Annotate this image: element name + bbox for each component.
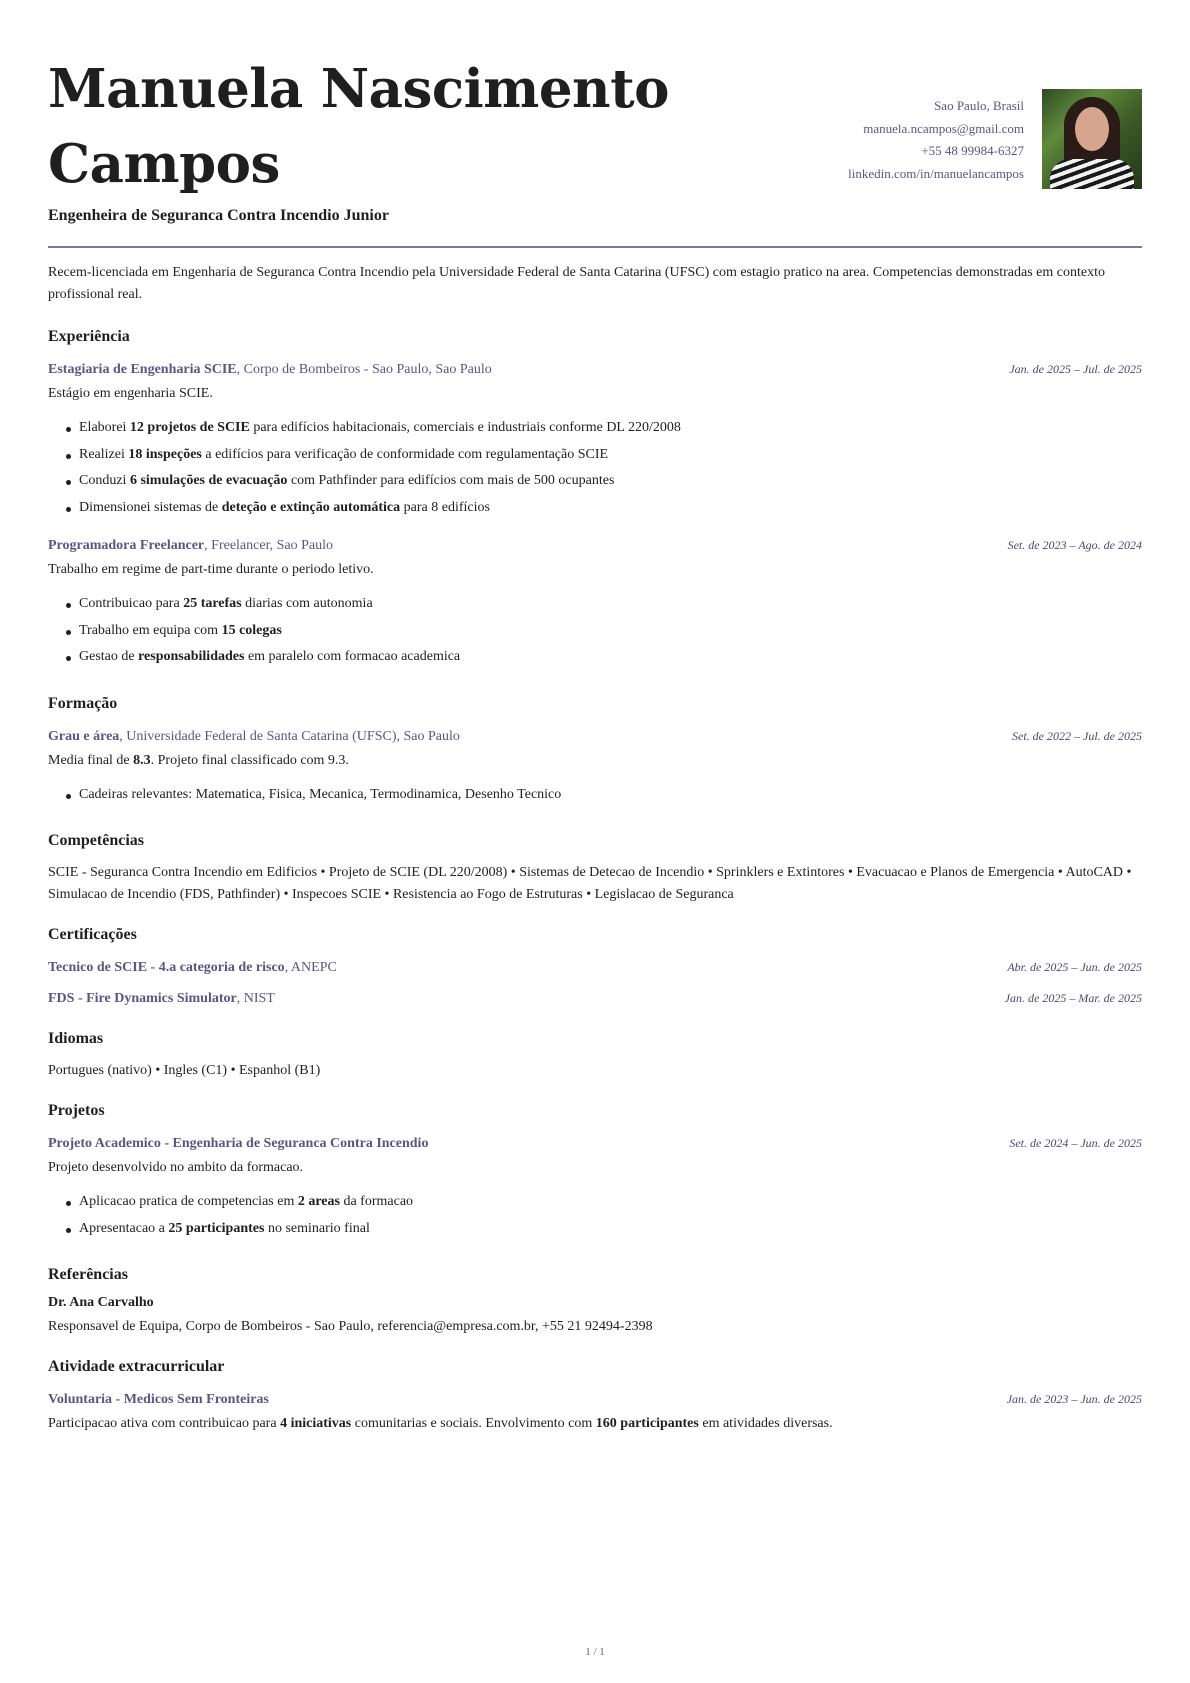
entry-org: , ANEPC bbox=[284, 960, 337, 975]
education-entry bbox=[48, 725, 1142, 809]
bullet-item: Apresentacao a 25 participantes no seminario final bbox=[79, 1216, 1142, 1243]
candidate-name: Manuela Nascimento Campos bbox=[48, 58, 669, 195]
project-entry bbox=[48, 1132, 1142, 1242]
candidate-title: Engenheira de Seguranca Contra Incendio Junior bbox=[48, 207, 389, 224]
skills-list: SCIE - Seguranca Contra Incendio em Edificios • Projeto de SCIE (DL 220/2008) • Sistemas de Detecao de Incendio • Sprinklers e Extintores • Evacuacao e Planos de Emergencia • AutoCAD • Simulacao de Incendio (FDS, Pathfinder) • Inspecoes SCIE • Resistencia ao Fogo de Estruturas • Legislacao de Seguranca bbox=[48, 865, 1132, 902]
entry-bullets bbox=[48, 415, 1142, 521]
reference-details: Responsavel de Equipa, Corpo de Bombeiros - Sao Paulo, referencia@empresa.com.br, +55 21 92494-2398 bbox=[48, 1319, 653, 1334]
page-number: 1 / 1 bbox=[585, 1646, 605, 1658]
bullet-item: Gestao de responsabilidades em paralelo com formacao academica bbox=[79, 644, 1142, 671]
entry-date: Set. de 2022 – Jul. de 2025 bbox=[1012, 728, 1142, 743]
summary: Recem-licenciada em Engenharia de Seguranca Contra Incendio pela Universidade Federal de Santa Catarina (UFSC) com estagio pratico na area. Competencias demonstradas em contexto profissional real. bbox=[48, 265, 1105, 302]
bullet-item: Aplicacao pratica de competencias em 2 areas da formacao bbox=[79, 1189, 1142, 1216]
entry-date: Set. de 2024 – Jun. de 2025 bbox=[1009, 1136, 1142, 1150]
entry-role: Tecnico de SCIE - 4.a categoria de risco bbox=[48, 960, 285, 975]
bullet-item: Conduzi 6 simulações de evacuação com Pathfinder para edifícios com mais de 500 ocupantes bbox=[79, 468, 1142, 495]
entry-org: , Freelancer, Sao Paulo bbox=[204, 538, 334, 553]
entry-role: FDS - Fire Dynamics Simulator bbox=[48, 991, 237, 1006]
header-divider bbox=[48, 246, 1142, 248]
extracurricular-entry bbox=[48, 1388, 1142, 1435]
entry-org: , NIST bbox=[236, 991, 275, 1006]
bullet-item: Elaborei 12 projetos de SCIE para edifícios habitacionais, comerciais e industriais conforme DL 220/2008 bbox=[79, 415, 1142, 442]
resume-content bbox=[48, 262, 1142, 1435]
bullet-item: Dimensionei sistemas de deteção e extinção automática para 8 edifícios bbox=[79, 495, 1142, 522]
bullet-item: Contribuicao para 25 tarefas diarias com autonomia bbox=[79, 591, 1142, 618]
section-education bbox=[48, 695, 1142, 809]
contact-phone[interactable]: +55 48 99984-6327 bbox=[921, 143, 1024, 158]
entry-date: Abr. de 2025 – Jun. de 2025 bbox=[1007, 960, 1142, 974]
section-extracurricular bbox=[48, 1358, 1142, 1435]
entry-bullets bbox=[48, 1189, 1142, 1242]
section-projects bbox=[48, 1102, 1142, 1242]
section-heading: Atividade extracurricular bbox=[48, 1358, 225, 1375]
contact-linkedin[interactable]: linkedin.com/in/manuelancampos bbox=[848, 165, 1024, 181]
entry-bullets bbox=[48, 782, 1142, 809]
photo-shirt-shape bbox=[1050, 159, 1134, 189]
certification-entry bbox=[48, 956, 1142, 979]
section-languages bbox=[48, 1030, 1142, 1082]
profile-photo bbox=[1042, 89, 1142, 189]
entry-date: Set. de 2023 – Ago. de 2024 bbox=[1007, 538, 1142, 552]
section-heading: Projetos bbox=[48, 1102, 105, 1119]
experience-entry bbox=[48, 358, 1142, 521]
section-experience bbox=[48, 328, 1142, 671]
section-heading: Competências bbox=[48, 832, 144, 849]
entry-description: Trabalho em regime de part-time durante o periodo letivo. bbox=[48, 562, 374, 577]
section-certifications bbox=[48, 926, 1142, 1010]
entry-description: Estágio em engenharia SCIE. bbox=[48, 386, 213, 401]
entry-description: Participacao ativa com contribuicao para 4 iniciativas comunitarias e sociais. Envolvimento com 160 participantes em atividades diversas. bbox=[48, 1416, 833, 1431]
contact-block bbox=[848, 95, 1024, 185]
contact-email[interactable]: manuela.ncampos@gmail.com bbox=[863, 120, 1024, 136]
section-heading: Formação bbox=[48, 694, 118, 712]
experience-entry bbox=[48, 534, 1142, 671]
section-heading: Referências bbox=[48, 1266, 128, 1283]
entry-description: Projeto desenvolvido no ambito da formacao. bbox=[48, 1160, 304, 1175]
entry-role: Voluntaria - Medicos Sem Fronteiras bbox=[48, 1392, 269, 1407]
entry-date: Jan. de 2025 – Mar. de 2025 bbox=[1004, 991, 1142, 1005]
photo-face-shape bbox=[1075, 107, 1109, 151]
section-heading: Certificações bbox=[48, 926, 137, 943]
languages-list: Portugues (nativo) • Ingles (C1) • Espanhol (B1) bbox=[48, 1063, 321, 1078]
entry-org: , Corpo de Bombeiros - Sao Paulo, Sao Paulo bbox=[236, 362, 492, 377]
bullet-item: Cadeiras relevantes: Matematica, Fisica, Mecanica, Termodinamica, Desenho Tecnico bbox=[79, 782, 1142, 809]
entry-bullets bbox=[48, 591, 1142, 671]
entry-role: Projeto Academico - Engenharia de Seguranca Contra Incendio bbox=[48, 1136, 429, 1151]
section-references bbox=[48, 1266, 1142, 1338]
entry-date: Jan. de 2025 – Jul. de 2025 bbox=[1009, 362, 1142, 376]
section-heading: Idiomas bbox=[48, 1030, 104, 1047]
section-skills bbox=[48, 832, 1142, 906]
bullet-item: Trabalho em equipa com 15 colegas bbox=[79, 618, 1142, 645]
reference-name: Dr. Ana Carvalho bbox=[48, 1295, 154, 1310]
entry-org: , Universidade Federal de Santa Catarina (UFSC), Sao Paulo bbox=[119, 728, 460, 744]
section-heading: Experiência bbox=[48, 328, 130, 345]
contact-location: Sao Paulo, Brasil bbox=[934, 98, 1024, 113]
bullet-item: Realizei 18 inspeções a edifícios para verificação de conformidade com regulamentação SCIE bbox=[79, 442, 1142, 469]
certification-entry bbox=[48, 987, 1142, 1010]
entry-role: Estagiaria de Engenharia SCIE bbox=[48, 362, 237, 377]
entry-date: Jan. de 2023 – Jun. de 2025 bbox=[1006, 1392, 1142, 1406]
entry-role: Grau e área bbox=[48, 728, 120, 744]
entry-role: Programadora Freelancer bbox=[48, 538, 205, 553]
entry-description: Media final de 8.3. Projeto final classificado com 9.3. bbox=[48, 752, 349, 768]
